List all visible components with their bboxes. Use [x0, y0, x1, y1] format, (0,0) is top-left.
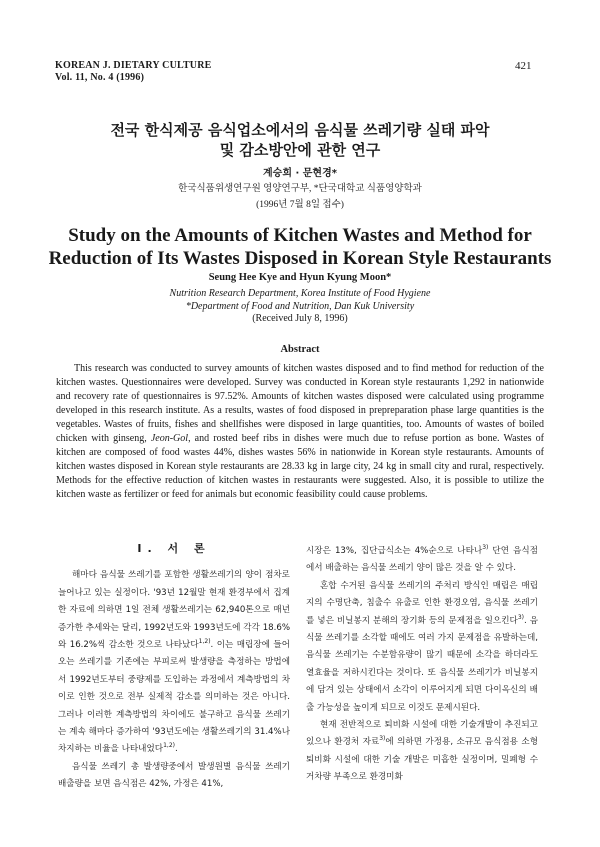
body-text: . — [174, 744, 178, 755]
citation: 3) — [379, 735, 386, 743]
abstract-body — [56, 362, 544, 502]
korean-title-line-1: 전국 한식제공 음식업소에서의 음식물 쓰레기량 실태 파악 — [110, 121, 490, 139]
korean-received-date: (1996년 7월 8일 접수) — [256, 200, 344, 210]
english-title-line-2: Reduction of Its Wastes Disposed in Korean Style Restaurants — [48, 248, 552, 269]
korean-affiliation: 한국식품위생연구원 영양연구부, *단국대학교 식품영양학과 — [178, 184, 422, 194]
journal-name: KOREAN J. DIETARY CULTURE — [55, 60, 212, 71]
section-heading-introduction: I. 서 론 — [137, 542, 211, 555]
abstract-heading: Abstract — [280, 344, 320, 355]
english-title — [0, 224, 600, 270]
body-text: 현재 전반적으로 퇴비화 시설에 대한 기술개발이 추진되고 있으나 환경처 자료 — [306, 720, 538, 748]
citation: 1,2) — [163, 742, 175, 750]
abstract-text-part-2: , and rosted beef ribs in dishes were much due to refuse portion as bone. Wastes of kitchen are composed of food wastes 44%, dishes wastes 56% in nationwide in Korean style restaurants. Amounts of kitchen wastes disposed in Korean style restaurants are 28.33 kg in large city, 24 kg in small city and rural, respectively. Methods for the effective reduction of kitchen wastes in restaurants were suggested. Also, it is possible to utilize the kitchen waste as fertilizer or feed for animals but economic feasibility could cause problems. — [56, 433, 544, 500]
body-paragraph — [306, 717, 538, 787]
body-paragraph — [306, 578, 538, 717]
english-affiliation-line-2: *Department of Food and Nutrition, Dan Kuk University — [185, 301, 415, 312]
body-text: . 음식물 쓰레기를 소각할 때에도 여러 가지 문제점을 유발하는데, 음식물 쓰레기는 수분함유량이 많기 때문에 소각을 하더라도 열효율을 저하시킨다는 것이다. 또 음식물 쓰레기가 비닐봉지에 담겨 있는 상태에서 소각이 이루어지게 되면 다이옥신의 배출 가능성을 높이게 되므로 이것도 문제시된다. — [306, 615, 538, 713]
left-column — [58, 540, 290, 794]
korean-title — [0, 120, 600, 160]
abstract-paragraph — [56, 362, 544, 502]
abstract-italic-term: Jeon-Gol — [150, 433, 189, 444]
body-paragraph — [306, 543, 538, 578]
page-number: 421 — [515, 60, 532, 72]
body-text: 시장은 13%, 집단급식소는 4%순으로 나타나 — [306, 546, 483, 556]
citation: 3) — [482, 544, 489, 552]
body-paragraph: 음식물 쓰레기 총 발생량중에서 발생원별 음식물 쓰레기 배출량을 보면 음식점은 42%, 가정은 41%, — [58, 761, 290, 790]
english-received-date: (Received July 8, 1996) — [252, 313, 348, 324]
abstract-text-part-1: This research was conducted to survey amounts of kitchen wastes disposed and to find method for reduction of the kitchen wastes. Questionnaires were developed. Survey was conducted in Korean style restaurants 1,292 in nationwide and recovery rate of questionnaires is 97.52%. Amounts of kitchen wastes disposed were calculated using programme developed in this research institute. As a results, wastes of food disposed in prepreparation phase large quantities is the vegetables. Wastes of fruits, fishes and shellfishes were disposed in large quantities, too. Amounts of wastes of boiled chicken with ginseng, — [56, 363, 544, 444]
journal-header — [55, 60, 212, 84]
body-text: 단연 음식점에서 배출하는 음식물 쓰레기 양이 많은 것을 알 수 있다. — [306, 546, 538, 574]
english-affiliation — [0, 287, 600, 313]
right-column — [306, 543, 538, 787]
body-paragraph — [58, 567, 290, 758]
citation: 1,2) — [198, 638, 211, 646]
english-affiliation-line-1: Nutrition Research Department, Korea Institute of Food Hygiene — [169, 288, 431, 299]
korean-authors: 계승희 · 문현경* — [263, 168, 337, 179]
english-authors: Seung Hee Kye and Hyun Kyung Moon* — [208, 272, 392, 283]
korean-title-line-2: 및 감소방안에 관한 연구 — [219, 141, 381, 159]
body-text: 해마다 음식물 쓰레기를 포함한 생활쓰레기의 양이 점차로 늘어나고 있는 실정이다. '93년 12월말 현재 환경부에서 집계한 자료에 의하면 1일 전체 생활쓰레기는 62,940톤으로 매년 증가한 추세와는 달리, 1992년도와 1993년도에 각각 18.6%와 16.2%씩 감소한 것으로 나타났다 — [58, 570, 290, 651]
english-title-line-1: Study on the Amounts of Kitchen Wastes and Method for — [68, 225, 532, 246]
body-text: . 이는 매립장에 들어오는 쓰레기를 기존에는 부피로써 발생량을 측정하는 방법에서 1992년도부터 중량제를 도입하는 과정에서 계측방법의 차이로 인한 것으로 전부 실제적 감소를 의미하는 것은 아니다. 그러나 이러한 계측방법의 차이에도 불구하고 음식물 쓰레기는 계속 해마다 증가하여 '93년도에는 생활쓰레기의 31.4%나 차지하는 비율을 나타내었다 — [58, 640, 290, 755]
citation: 3) — [517, 613, 524, 621]
body-text: 에 의하면 가정용, 소규모 음식점용 소형 퇴비화 시설에 대한 기술 개발은 미흡한 실정이며, 밀폐형 수거차량 부족으로 환경미화 — [306, 737, 538, 783]
body-text: 혼합 수거된 음식물 쓰레기의 주처리 방식인 매립은 매립지의 수명단축, 침출수 유출로 인한 환경오염, 음식물 쓰레기를 넣은 비닐봉지 분해의 장기화 등의 문제점을 일으킨다 — [306, 580, 538, 626]
journal-volume: Vol. 11, No. 4 (1996) — [55, 72, 145, 83]
